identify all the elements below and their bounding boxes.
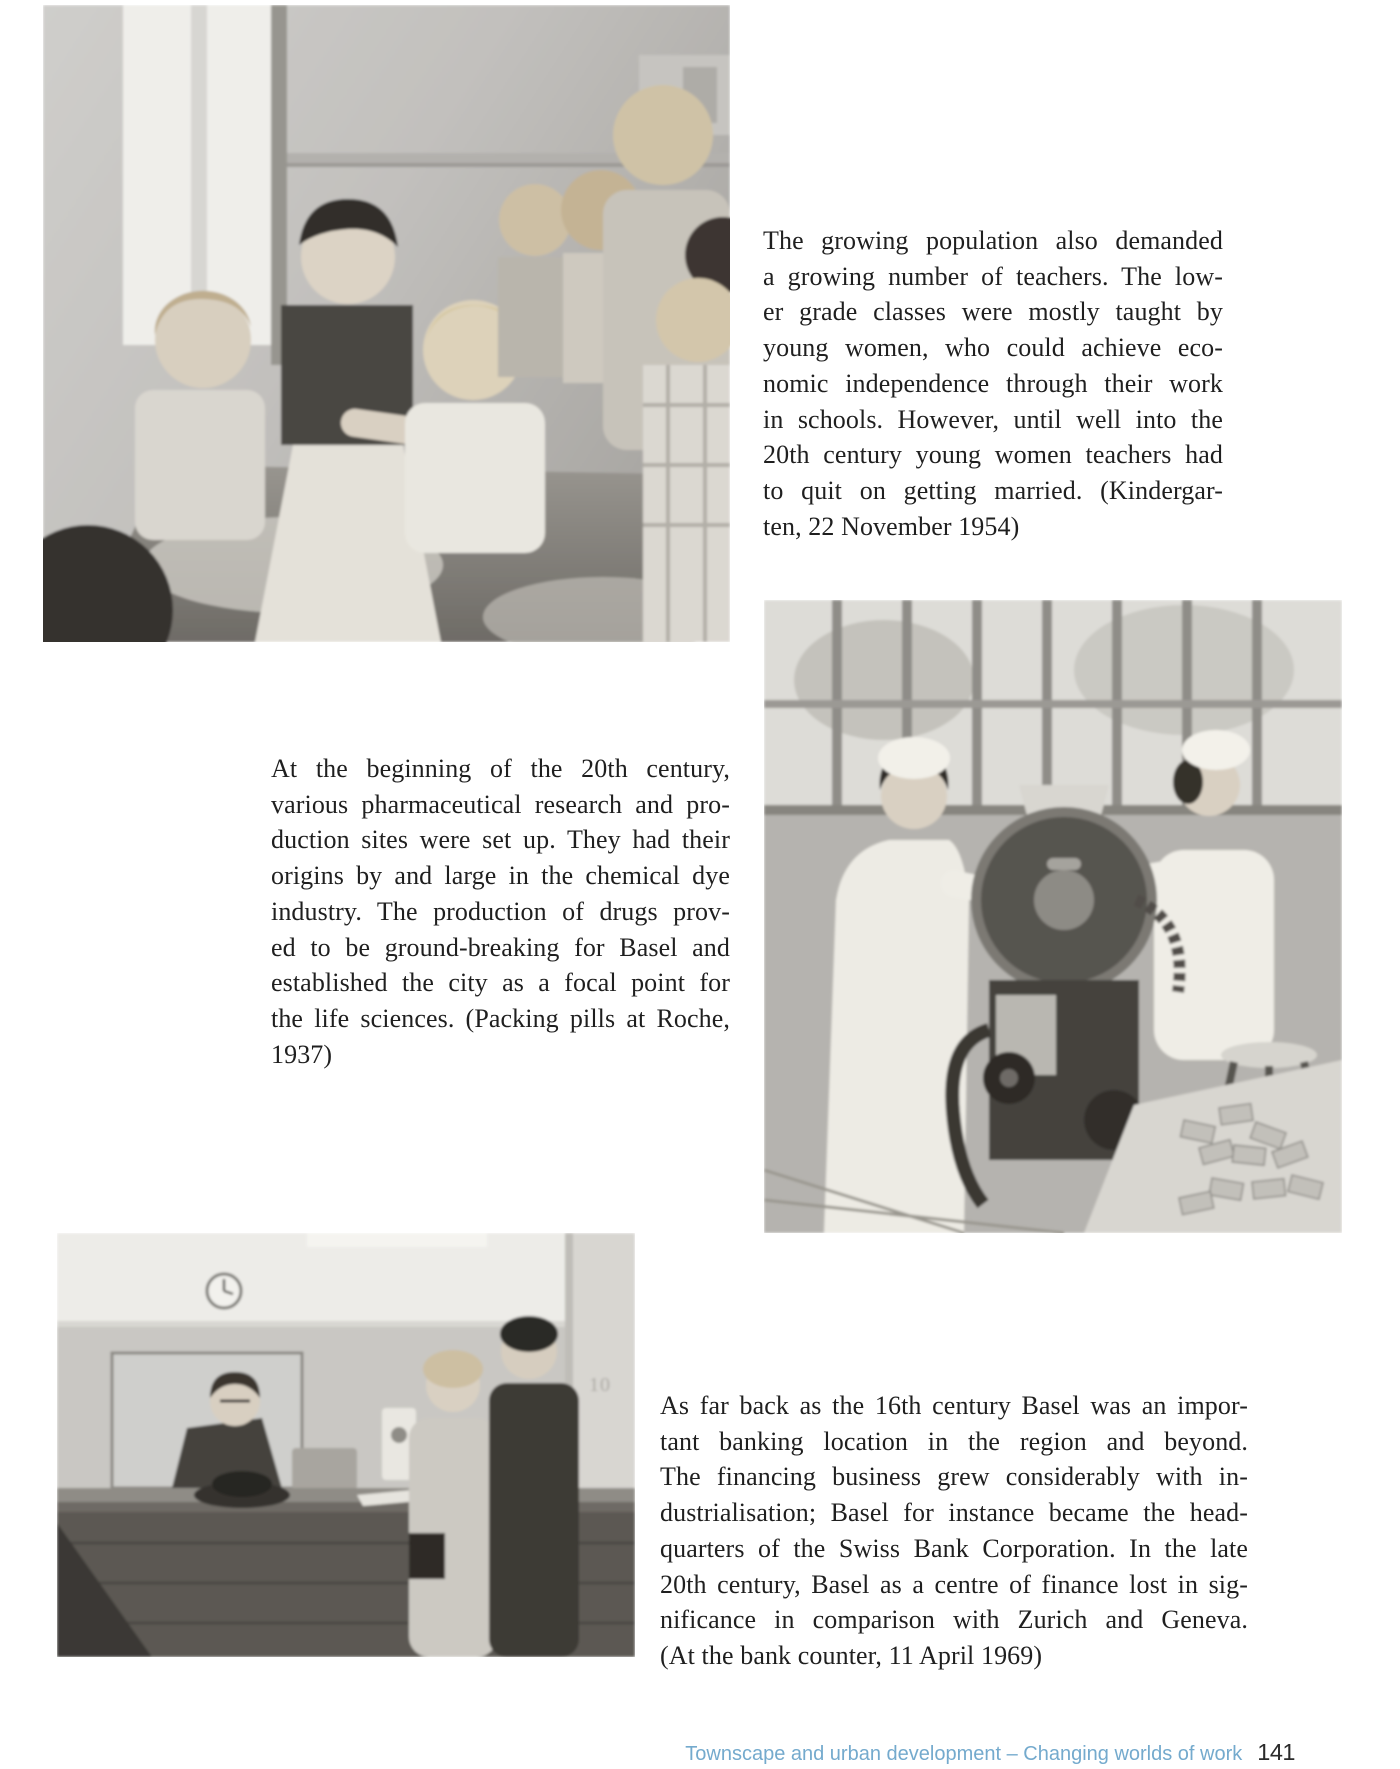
caption-line: young women, who could achieve eco- (763, 333, 1223, 363)
caption-line: nificance in comparison with Zurich and Geneva. (660, 1605, 1248, 1635)
caption-line: At the beginning of the 20th century, (271, 754, 730, 783)
bank-photo (57, 1233, 635, 1657)
caption-line: nomic independence through their work (763, 368, 1223, 398)
caption-line: 1937) (271, 1039, 333, 1069)
caption-line: origins by and large in the chemical dye (271, 861, 730, 891)
adding-machine (292, 1448, 357, 1490)
roche-photo (764, 600, 1342, 1233)
running-footer-text: Townscape and urban development – Changing worlds of work (685, 1743, 1243, 1765)
caption-line: The financing business grew considerably with in- (660, 1462, 1248, 1492)
caption-line: in schools. However, until well into the (763, 404, 1223, 434)
caption-line: ed to be ground-breaking for Basel and (271, 932, 730, 962)
caption-line: established the city as a focal point for (271, 968, 730, 998)
caption-line: er grade classes were mostly taught by (763, 297, 1223, 327)
caption-line: 20th century, Basel as a centre of finance lost in sig- (660, 1569, 1248, 1599)
bank-caption (660, 1388, 1248, 1674)
caption-line: As far back as the 16th century Basel was an impor- (660, 1391, 1248, 1420)
bank-photo-art (57, 1233, 635, 1657)
kindergarten-photo-art (43, 5, 730, 642)
clock-icon (207, 1274, 241, 1308)
caption-line: The growing population also demanded (763, 226, 1223, 255)
caption-line: (At the bank counter, 11 April 1969) (660, 1640, 1043, 1670)
caption-line: dustrialisation; Basel for instance became the head- (660, 1498, 1248, 1528)
caption-line: the life sciences. (Packing pills at Roche, (271, 1003, 730, 1033)
caption-line: quarters of the Swiss Bank Corporation. In the late (660, 1533, 1248, 1563)
roche-caption (271, 751, 730, 1072)
page-footer (685, 1739, 1295, 1766)
caption-line: duction sites were set up. They had their (271, 825, 730, 855)
caption-line: industry. The production of drugs prov- (271, 896, 730, 926)
caption-line: tant banking location in the region and beyond. (660, 1426, 1248, 1456)
factory-windows (764, 600, 1342, 815)
caption-line: ten, 22 November 1954) (763, 511, 1020, 541)
counter-number-label: 10 (589, 1374, 611, 1396)
kindergarten-caption (763, 223, 1223, 544)
caption-line: a growing number of teachers. The low- (763, 261, 1223, 291)
kindergarten-photo (43, 5, 730, 642)
roche-photo-art (764, 600, 1342, 1233)
page-number: 141 (1257, 1739, 1295, 1765)
caption-line: 20th century young women teachers had (763, 440, 1223, 470)
caption-line: to quit on getting married. (Kindergar- (763, 475, 1223, 505)
ceiling-light (307, 1233, 487, 1247)
caption-line: various pharmaceutical research and pro- (271, 789, 730, 819)
